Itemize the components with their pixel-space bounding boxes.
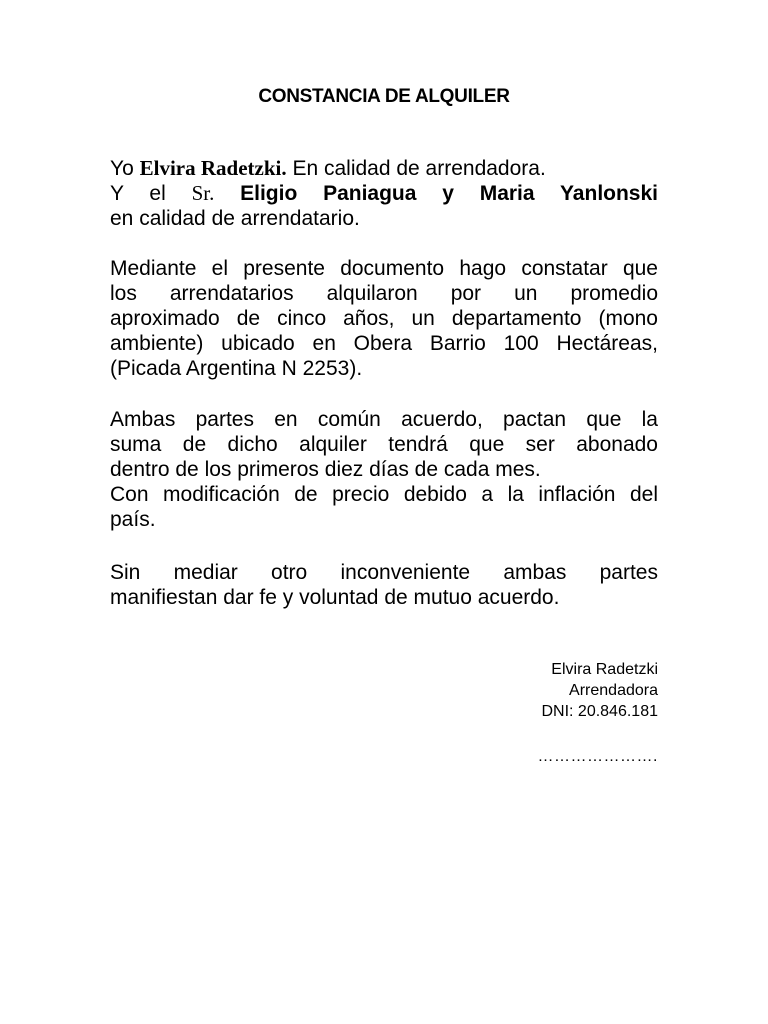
paragraph-line: país. xyxy=(110,508,156,531)
lessor-name: Elvira Radetzki. xyxy=(139,156,287,180)
signature-block xyxy=(541,659,658,722)
document-title: CONSTANCIA DE ALQUILER xyxy=(258,86,510,107)
paragraph-line: los arrendatarios alquilaron por un promedio xyxy=(110,282,658,305)
paragraph-line: ambiente) ubicado en Obera Barrio 100 Hectáreas, xyxy=(110,332,658,355)
paragraph-line: aproximado de cinco años, un departamento (mono xyxy=(110,307,658,330)
signer-name: Elvira Radetzki xyxy=(551,661,658,678)
paragraph-line: suma de dicho alquiler tendrá que ser abonado xyxy=(110,433,658,456)
signer-role: Arrendadora xyxy=(569,682,658,699)
tenants-line xyxy=(110,181,658,206)
rental-details-paragraph xyxy=(110,256,658,381)
tenant-role: en calidad de arrendatario. xyxy=(110,207,360,230)
paragraph-line: (Picada Argentina N 2253). xyxy=(110,357,363,380)
sr-text: Sr. xyxy=(191,181,215,205)
lessor-role: En calidad de arrendadora. xyxy=(292,157,546,180)
paragraph-line: Mediante el presente documento hago constatar que xyxy=(110,257,658,280)
signature-line: …………………. xyxy=(537,748,658,765)
tenants-names: Eligio Paniagua y Maria Yanlonski xyxy=(240,182,658,205)
paragraph-line: dentro de los primeros diez días de cada mes. xyxy=(110,458,541,481)
payment-terms-paragraph xyxy=(110,407,658,532)
lessor-line xyxy=(110,156,658,181)
paragraph-line: Sin mediar otro inconveniente ambas partes xyxy=(110,561,658,584)
parties-paragraph xyxy=(110,156,658,231)
agreement-paragraph xyxy=(110,560,658,610)
yo-text: Yo xyxy=(110,157,134,180)
signer-dni: DNI: 20.846.181 xyxy=(541,703,658,720)
paragraph-line: Ambas partes en común acuerdo, pactan que la xyxy=(110,408,658,431)
y-el-text: Y el xyxy=(110,182,166,205)
paragraph-line: Con modificación de precio debido a la inflación del xyxy=(110,483,658,506)
paragraph-line: manifiestan dar fe y voluntad de mutuo acuerdo. xyxy=(110,586,560,609)
